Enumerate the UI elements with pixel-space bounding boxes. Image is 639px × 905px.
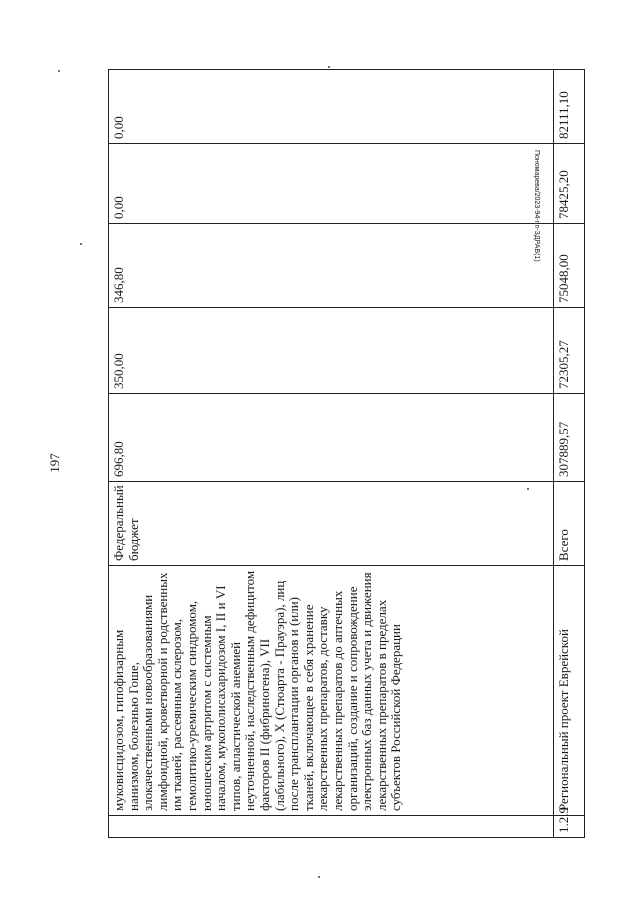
scan-speck (318, 876, 320, 878)
scan-speck (80, 243, 82, 245)
scan-speck (328, 66, 330, 68)
description-cell: муковисцидозом, гипофизарным нанизмом, болезнью Гоше, злокачественными новообразованиями лимфоидной, кроветворной и родственных им тканей, рассеянным склерозом, гемолитико-уремическим синдромом, юношеским артритом с системным началом, мукополисахаридозом I, II и VI типов, апластической анемией неуточненной, наследственным дефицитом факторов II (фибриногена), VII (лабильного), X (Стюарта - Прауэра), лиц после трансплантации органов и (или) тканей, включающее в себя хранение лекарственных препаратов, доставку лекарственных препаратов до аптечных организаций, создание и сопровождение электронных баз данных учета и движения лекарственных препаратов в пределах субъектов Российской Федерации (109, 566, 554, 816)
table-row (554, 70, 585, 838)
value-cell: 696,80 (109, 394, 554, 482)
funding-source-cell: Всего (554, 482, 585, 566)
budget-table-rotated (108, 70, 584, 838)
document-code: Пономарева/2023-94-пп-ЗДРАВ(1) (533, 150, 540, 262)
budget-table (108, 69, 585, 838)
value-cell: 307889,57 (554, 394, 585, 482)
description-cell: Региональный проект Еврейской (554, 566, 585, 816)
value-cell: 350,00 (109, 308, 554, 394)
value-cell: 75048,00 (554, 224, 585, 308)
row-number-cell (109, 816, 554, 838)
row-number-cell: 1.2.9 (554, 816, 585, 838)
table-row (109, 70, 554, 838)
value-cell: 82111,10 (554, 70, 585, 144)
page-number: 197 (46, 453, 62, 473)
value-cell: 72305,27 (554, 308, 585, 394)
funding-source-cell: Федеральный бюджет (109, 482, 554, 566)
value-cell: 346,80 (109, 224, 554, 308)
value-cell: 0,00 (109, 144, 554, 224)
scan-speck (58, 70, 60, 72)
value-cell: 78425,20 (554, 144, 585, 224)
value-cell: 0,00 (109, 70, 554, 144)
